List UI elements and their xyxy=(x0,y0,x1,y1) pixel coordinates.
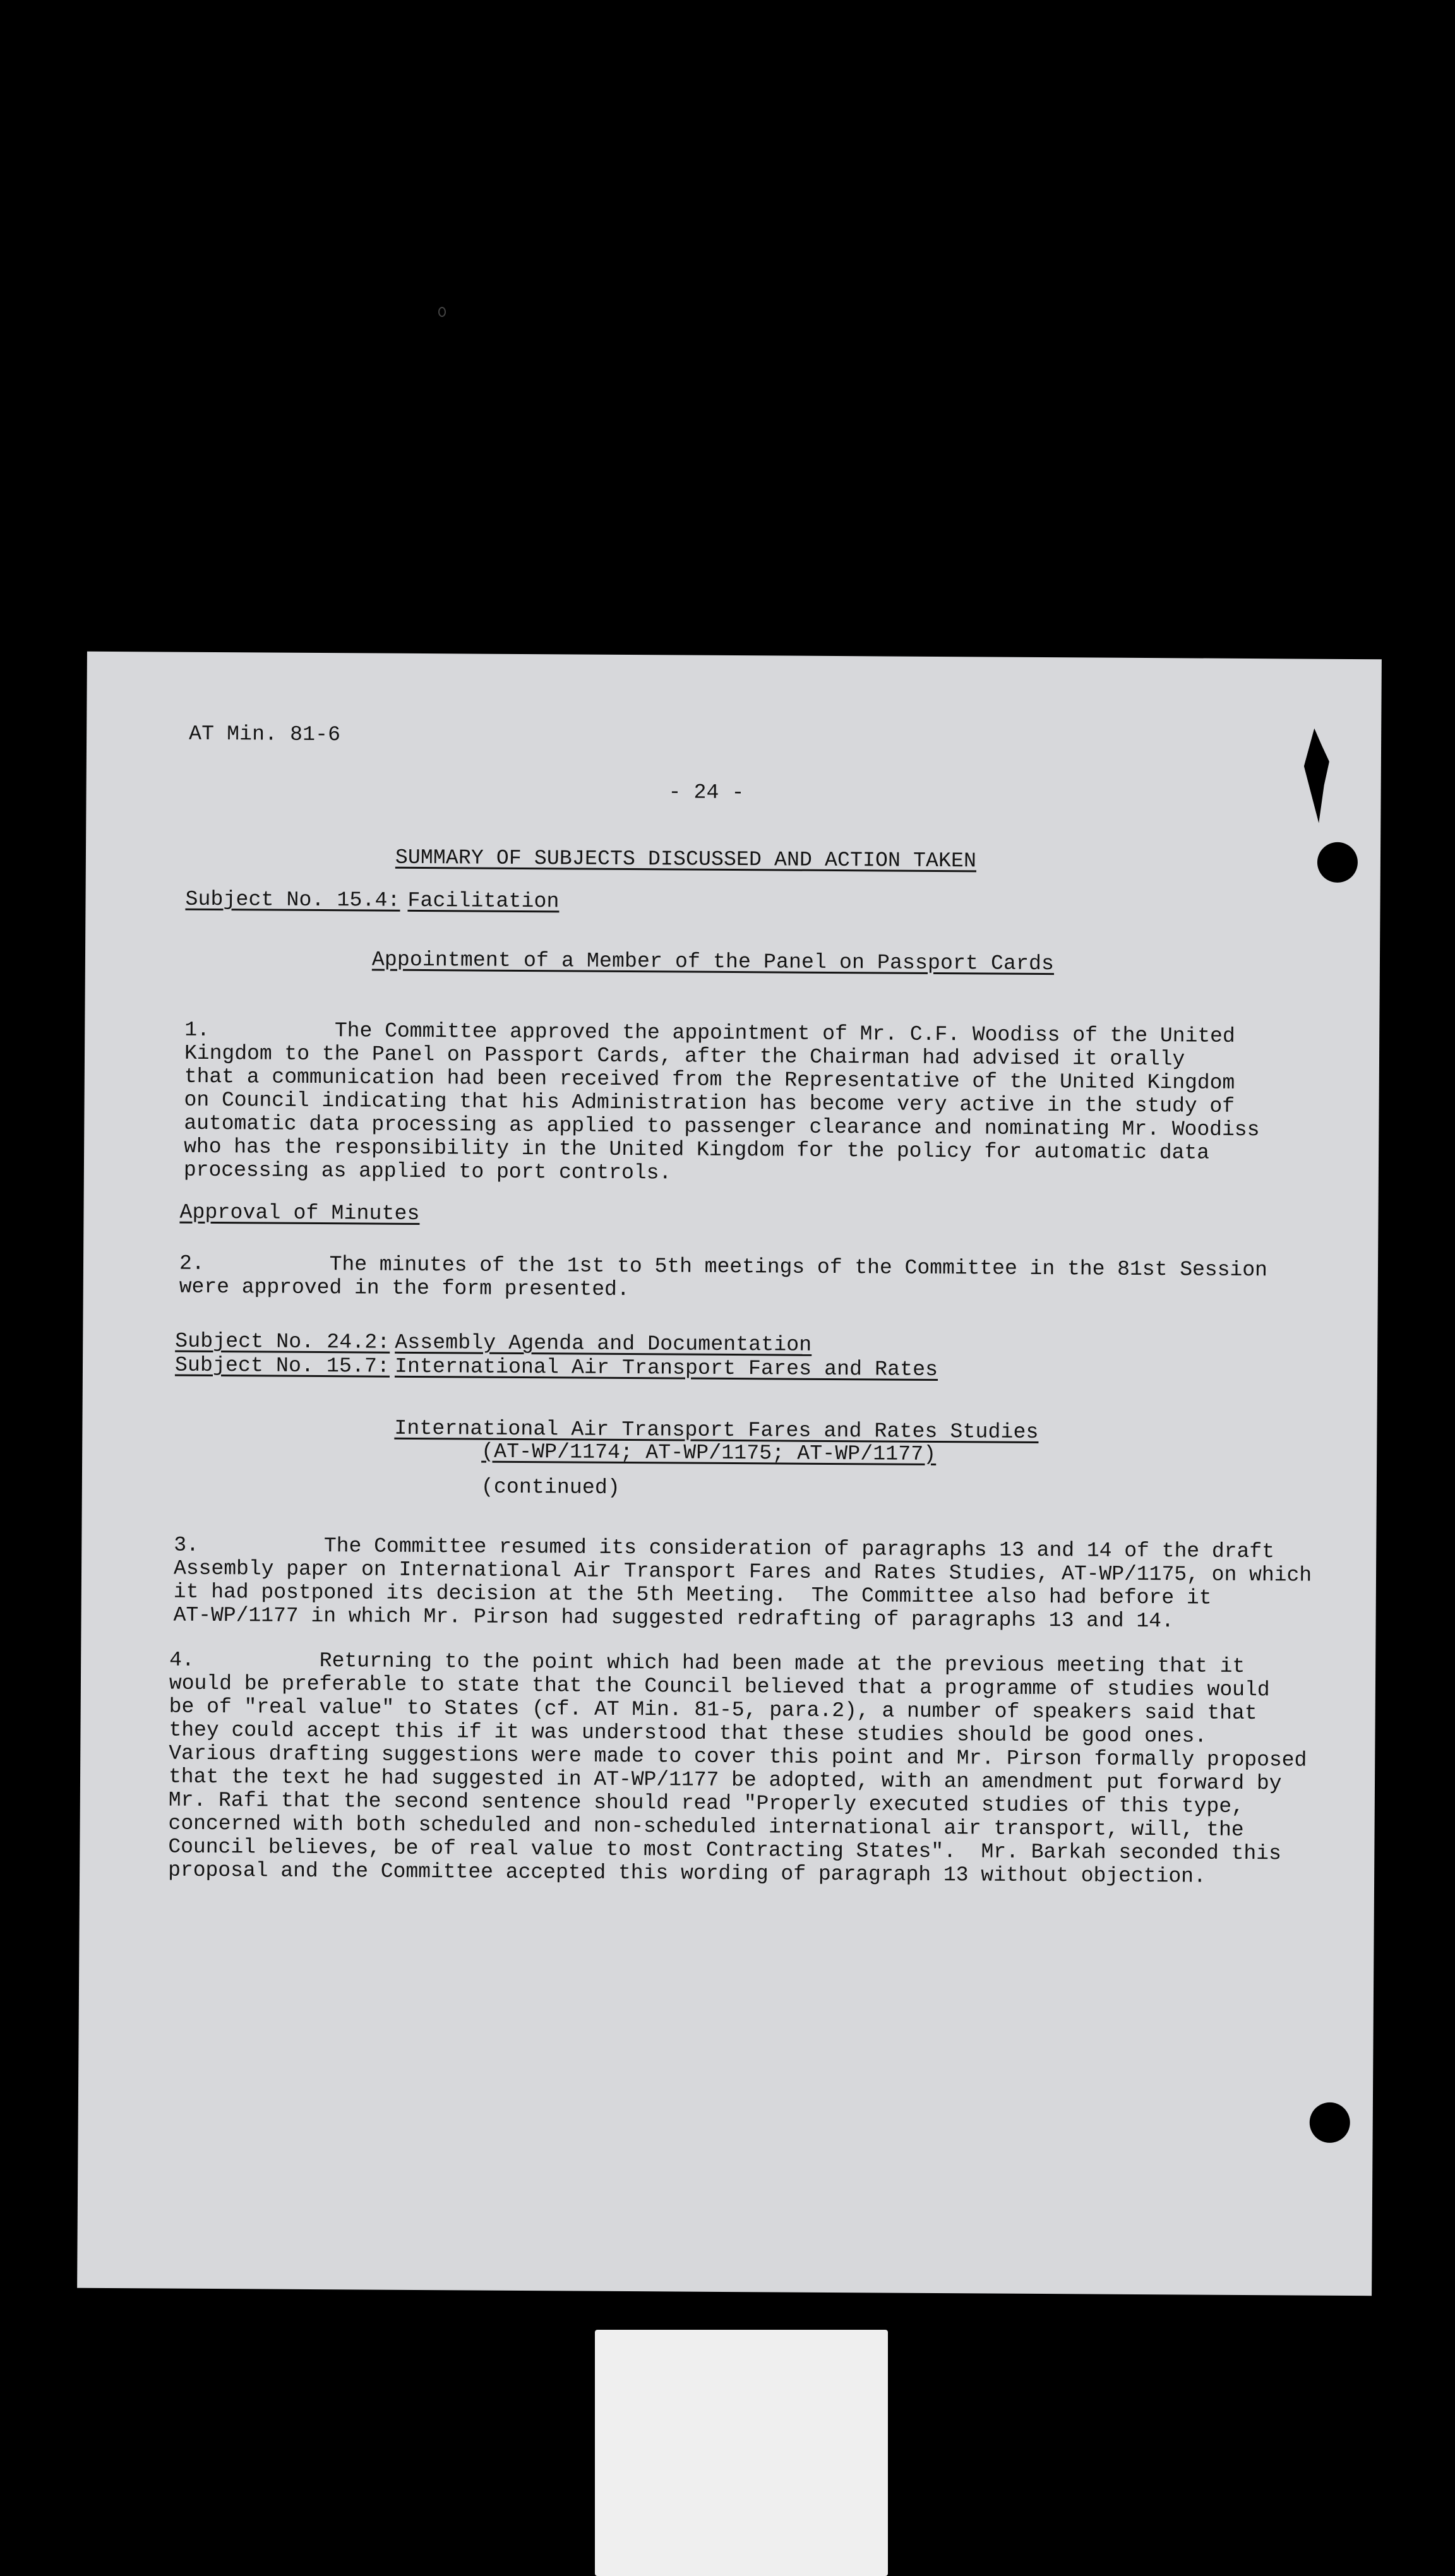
film-slip-blank xyxy=(595,2330,888,2576)
subject-name-facilitation: Facilitation xyxy=(407,888,560,914)
paragraph-4-line: Council believes, be of real value to most Contracting States". Mr. Barkah seconded this xyxy=(168,1835,1281,1866)
document-page xyxy=(77,652,1382,2296)
subject-label-15-7: Subject No. 15.7: xyxy=(174,1353,390,1378)
document-reference: AT Min. 81-6 xyxy=(189,722,341,747)
punch-hole-top xyxy=(1317,842,1358,883)
paragraph-1-line: who has the responsibility in the United Kingdom for the policy for automatic data xyxy=(184,1135,1210,1165)
paragraph-1-line: that a communication had been received from the Representative of the United Kingdom xyxy=(184,1064,1235,1095)
document-title: SUMMARY OF SUBJECTS DISCUSSED AND ACTION TAKEN xyxy=(395,845,977,873)
paragraph-2-line: were approved in the form presented. xyxy=(179,1275,630,1302)
paragraph-4-line: be of "real value" to States (cf. AT Min. 81-5, para.2), a number of speakers said that xyxy=(169,1695,1257,1726)
paragraph-2-line: 2. The minutes of the 1st to 5th meetings of the Committee in the 81st Session xyxy=(179,1251,1267,1282)
heading-approval-of-minutes: Approval of Minutes xyxy=(179,1200,420,1225)
paragraph-3-line: 3. The Committee resumed its consideration of paragraphs 13 and 14 of the draft xyxy=(174,1533,1275,1564)
paragraph-1-line: on Council indicating that his Administration has become very active in the study of xyxy=(184,1088,1235,1118)
paragraph-4-line: Various drafting suggestions were made to cover this point and Mr. Pirson formally proposed xyxy=(169,1741,1307,1772)
paragraph-4-line: concerned with both scheduled and non-scheduled international air transport, will, the xyxy=(168,1811,1244,1842)
page-number: - 24 - xyxy=(668,780,745,805)
paragraph-3-line: AT-WP/1177 in which Mr. Pirson had suggested redrafting of paragraphs 13 and 14. xyxy=(173,1603,1174,1633)
paragraph-1-line: Kingdom to the Panel on Passport Cards, after the Chairman had advised it orally xyxy=(184,1041,1185,1071)
film-speck xyxy=(438,307,446,317)
subject-name-assembly-agenda: Assembly Agenda and Documentation xyxy=(395,1330,812,1357)
heading-fares-continued: (continued) xyxy=(481,1475,621,1500)
paragraph-4-line: 4. Returning to the point which had been made at the previous meeting that it xyxy=(169,1648,1245,1678)
paragraph-1-line: processing as applied to port controls. xyxy=(183,1158,672,1185)
punch-hole-bottom xyxy=(1310,2102,1350,2143)
paragraph-1-line: automatic data processing as applied to passenger clearance and nominating Mr. Woodiss xyxy=(184,1111,1260,1142)
paragraph-3-line: it had postponed its decision at the 5th Meeting. The Committee also had before it xyxy=(173,1580,1212,1610)
paragraph-4-line: that the text he had suggested in AT-WP/1177 be adopted, with an amendment put forward by xyxy=(168,1765,1282,1796)
subject-label-24-2: Subject No. 24.2: xyxy=(175,1329,390,1354)
paragraph-2 xyxy=(179,1252,1267,1306)
subject-name-fares-and-rates: International Air Transport Fares and Rates xyxy=(394,1354,938,1382)
heading-passport-cards: Appointment of a Member of the Panel on Passport Cards xyxy=(371,948,1055,976)
paragraph-4-line: Mr. Rafi that the second sentence should read "Properly executed studies of this type, xyxy=(168,1788,1244,1818)
heading-fares-references: (AT-WP/1174; AT-WP/1175; AT-WP/1177) xyxy=(481,1440,937,1466)
paragraph-3 xyxy=(174,1534,1312,1634)
paragraph-4 xyxy=(168,1649,1307,1889)
paragraph-4-line: they could accept this if it was understood that these studies should be good ones. xyxy=(169,1718,1207,1748)
paragraph-4-line: proposal and the Committee accepted this wording of paragraph 13 without objection. xyxy=(168,1858,1206,1888)
subject-label-15-4: Subject No. 15.4: xyxy=(185,887,400,912)
paragraph-1-line: 1. The Committee approved the appointment of Mr. C.F. Woodiss of the United xyxy=(184,1018,1235,1048)
paragraph-4-line: would be preferable to state that the Council believed that a programme of studies would xyxy=(169,1671,1270,1702)
paragraph-1 xyxy=(184,1018,1260,1188)
heading-fares-studies: International Air Transport Fares and Rates Studies xyxy=(394,1416,1039,1444)
paragraph-3-line: Assembly paper on International Air Transport Fares and Rates Studies, AT-WP/1175, on which xyxy=(173,1556,1312,1587)
page-tear-mark xyxy=(1303,729,1329,823)
